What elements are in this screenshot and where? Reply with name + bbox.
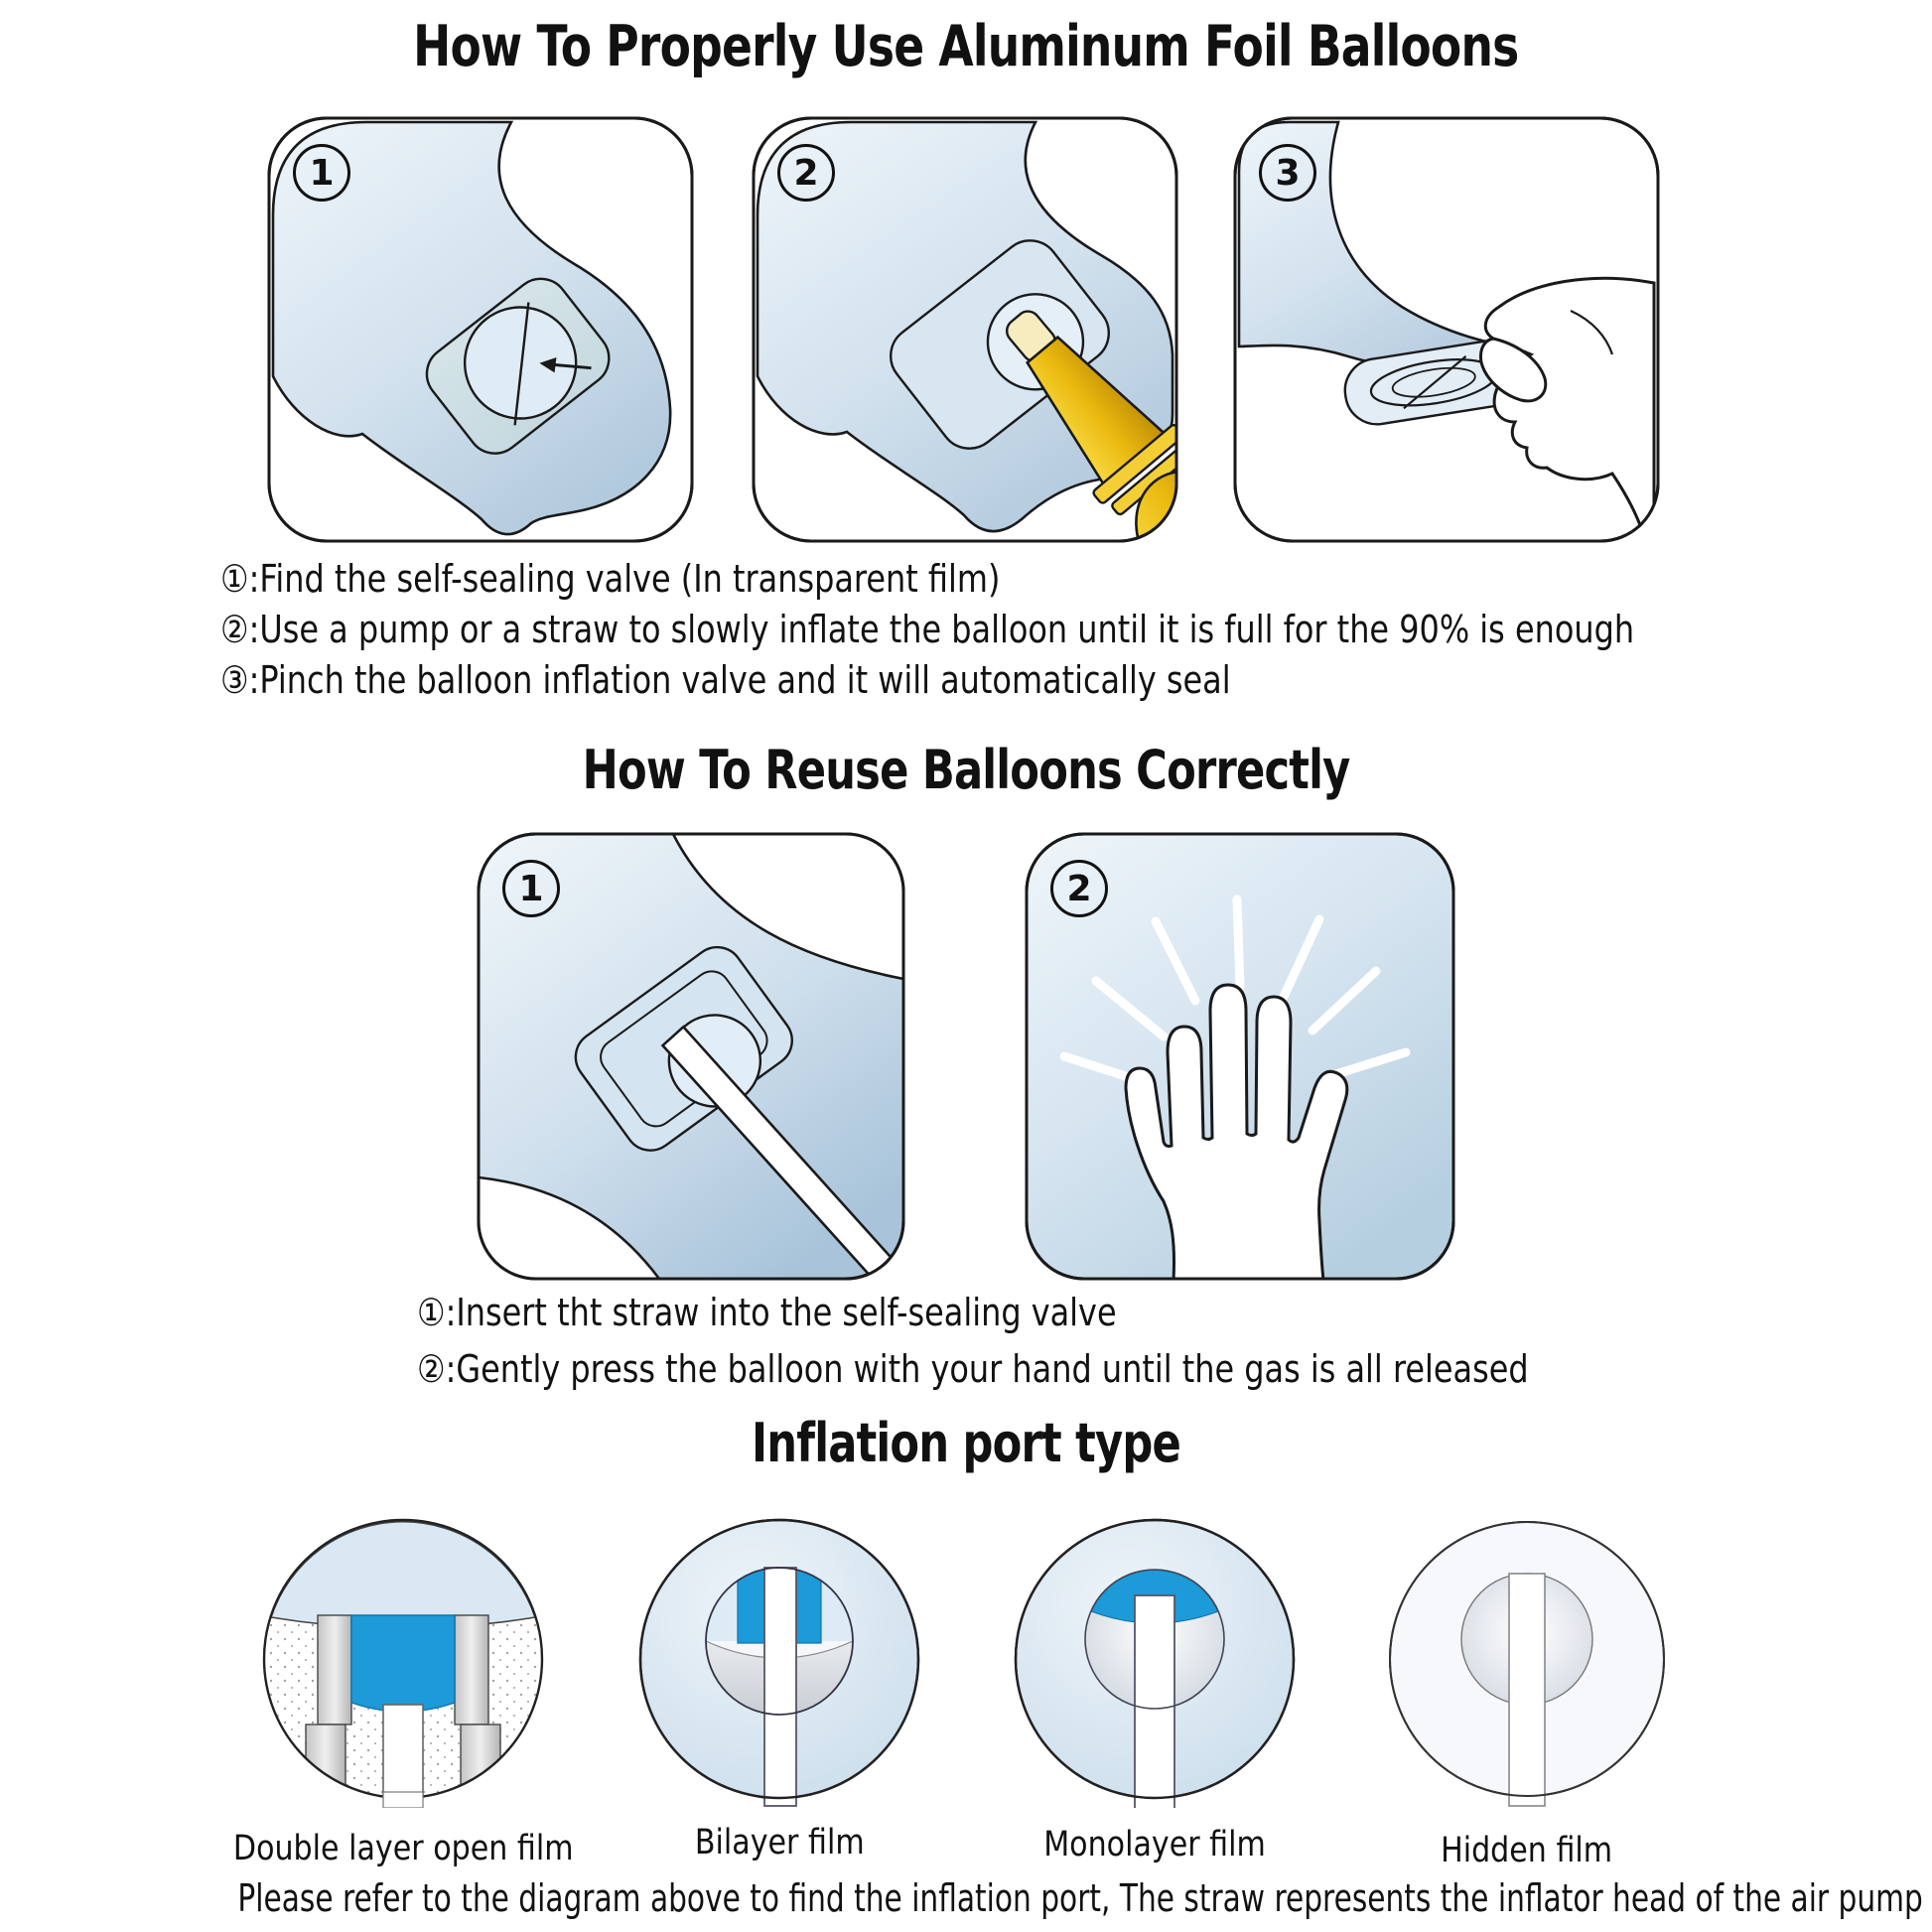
step-panel-find-valve xyxy=(267,116,694,543)
step-number-badge: 1 xyxy=(502,860,560,917)
caption-step-2: ②:Use a pump or a straw to slowly inflate the balloon until it is full for the 90% is enough xyxy=(220,608,1635,651)
caption-step-1: ①:Insert tht straw into the self-sealing valve xyxy=(417,1291,1117,1334)
hidden-film-diagram xyxy=(1378,1510,1676,1808)
step-panel-press-hand xyxy=(1025,832,1455,1281)
straw xyxy=(764,1568,796,1806)
step-panel-insert-straw xyxy=(477,832,905,1281)
port-bilayer-film xyxy=(630,1510,928,1808)
bilayer-film-diagram xyxy=(630,1510,928,1808)
port-label-monolayer: Monolayer film xyxy=(1043,1825,1266,1864)
port-monolayer-film xyxy=(1006,1510,1304,1808)
section2-title: How To Reuse Balloons Correctly xyxy=(582,739,1350,801)
section1-title: How To Properly Use Aluminum Foil Balloons xyxy=(413,14,1519,79)
port-hidden-film xyxy=(1378,1510,1676,1808)
section1-captions xyxy=(220,554,1903,706)
straw-tip xyxy=(383,1792,423,1808)
blue-film xyxy=(351,1615,455,1712)
footer-note: Please refer to the diagram above to find the inflation port, The straw represents the inflator head of the air pump xyxy=(237,1876,1923,1920)
monolayer-film-diagram xyxy=(1006,1510,1304,1808)
caption-step-3: ③:Pinch the balloon inflation valve and it will automatically seal xyxy=(220,658,1231,702)
step-panel-pump-inflate xyxy=(752,116,1178,543)
port-label-bilayer: Bilayer film xyxy=(694,1823,865,1863)
step-number-badge: 2 xyxy=(1050,860,1108,917)
section2-captions xyxy=(417,1285,1740,1398)
step-number-badge: 3 xyxy=(1259,144,1316,202)
film-dome xyxy=(271,1522,535,1628)
port-label-hidden: Hidden film xyxy=(1441,1831,1613,1870)
straw xyxy=(1135,1595,1174,1808)
port-double-layer-open-film xyxy=(254,1510,552,1808)
port-label-double-layer: Double layer open film xyxy=(232,1829,574,1868)
step-panel-pinch-valve xyxy=(1233,116,1660,543)
caption-step-1: ①:Find the self-sealing valve (In transparent film) xyxy=(220,557,1001,601)
caption-step-2: ②:Gently press the balloon with your hand until the gas is all released xyxy=(417,1347,1529,1391)
step-number-badge: 2 xyxy=(777,144,835,202)
step-number-badge: 1 xyxy=(293,144,350,202)
straw xyxy=(1509,1574,1545,1806)
double-layer-open-film-diagram xyxy=(254,1510,552,1808)
section3-title: Inflation port type xyxy=(752,1412,1180,1474)
